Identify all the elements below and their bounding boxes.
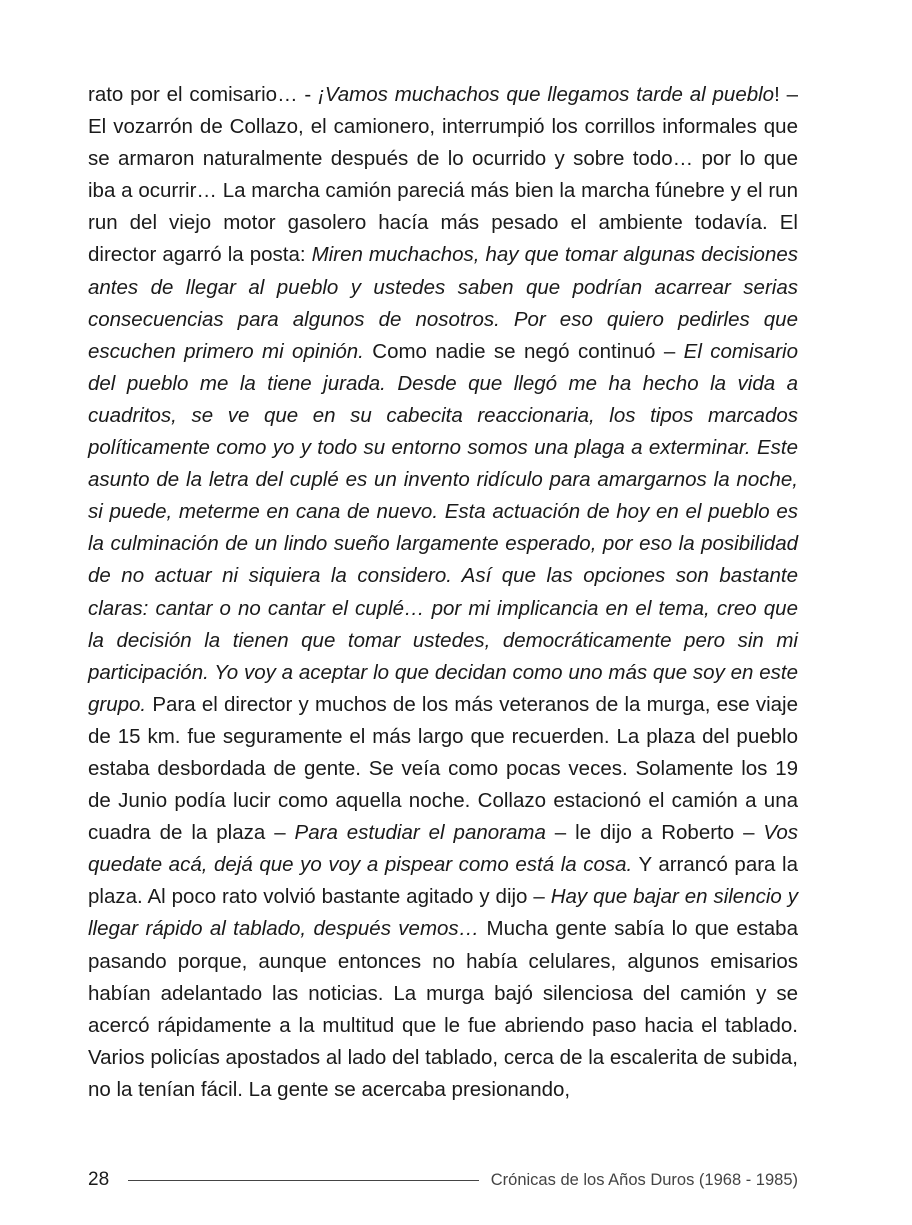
text-segment: Para el director y muchos de los más veteranos de la murga, ese viaje de 15 km. fue seguramente el más largo que recuerden. La plaza del pueblo estaba desbordada de gente. Se veía como pocas veces. Solamente los 19 de Junio podía lucir como aquella noche. Collazo estacionó el camión a una cuadra de la plaza – <box>88 692 798 845</box>
page-number: 28 <box>88 1169 110 1190</box>
text-segment: Mucha gente sabía lo que estaba pasando porque, aunque entonces no había celulares, algunos emisarios habían adelantado las noticias. La murga bajó silenciosa del camión y se acercó rápidamente a la multitud que le fue abriendo paso hacia el tablado. Varios policías apostados al lado del tablado, cerca de la escalerita de subida, no la tenían fácil. La gente se acercaba presionando, <box>88 917 798 1101</box>
page-footer <box>88 1166 798 1194</box>
text-segment: Como nadie se negó continuó – <box>363 339 684 363</box>
running-title: Crónicas de los Años Duros (1968 - 1985) <box>490 1170 798 1189</box>
italic-text-segment: Hay que bajar en silencio y llegar rápido al tablado, después vemos… <box>88 885 798 941</box>
italic-text-segment: Para estudiar el panorama <box>294 821 546 845</box>
text-segment: rato por el comisario… - <box>88 83 319 106</box>
italic-text-segment: Vos quedate acá, dejá que yo voy a pispear como está la cosa. <box>88 821 798 877</box>
body-paragraph <box>88 79 798 1106</box>
italic-text-segment: Miren muchachos, hay que tomar algunas decisiones antes de llegar al pueblo y ustedes saben que podrían acarrear serias consecuencias para algunos de nosotros. Por eso quiero pedirles que escuchen primero mi opinión. <box>88 243 799 363</box>
footer-divider <box>128 1180 479 1181</box>
text-segment: ! – El vozarrón de Collazo, el camionero, interrumpió los corrillos informales que se armaron naturalmente después de lo ocurrido y sobre todo… por lo que iba a ocurrir… La marcha camión pareciá más bien la marcha fúnebre y el run run del viejo motor gasolero hacía más pesado el ambiente todavía. El director agarró la posta: <box>88 83 798 267</box>
text-segment: Y arrancó para la plaza. Al poco rato volvió bastante agitado y dijo – <box>88 853 798 909</box>
italic-text-segment: ¡Vamos muchachos que llegamos tarde al pueblo <box>318 83 775 106</box>
italic-text-segment: El comisario del pueblo me la tiene jurada. Desde que llegó me ha hecho la vida a cuadritos, se ve que en su cabecita reaccionaria, los tipos marcados políticamente como yo y todo su entorno somos una plaga a exterminar. Este asunto de la letra del cuplé es un invento ridículo para amargarnos la noche, si puede, meterme en cana de nuevo. Esta actuación de hoy en el pueblo es la culminación de un lindo sueño largamente esperado, por eso la posibilidad de no actuar ni siquiera la considero. Así que las opciones son bastante claras: cantar o no cantar el cuplé… por mi implicancia en el tema, creo que la decisión la tienen que tomar ustedes, democráticamente pero sin mi participación. Yo voy a aceptar lo que decidan como uno más que soy en este grupo. <box>88 339 798 716</box>
text-segment: – le dijo a Roberto – <box>545 821 764 845</box>
